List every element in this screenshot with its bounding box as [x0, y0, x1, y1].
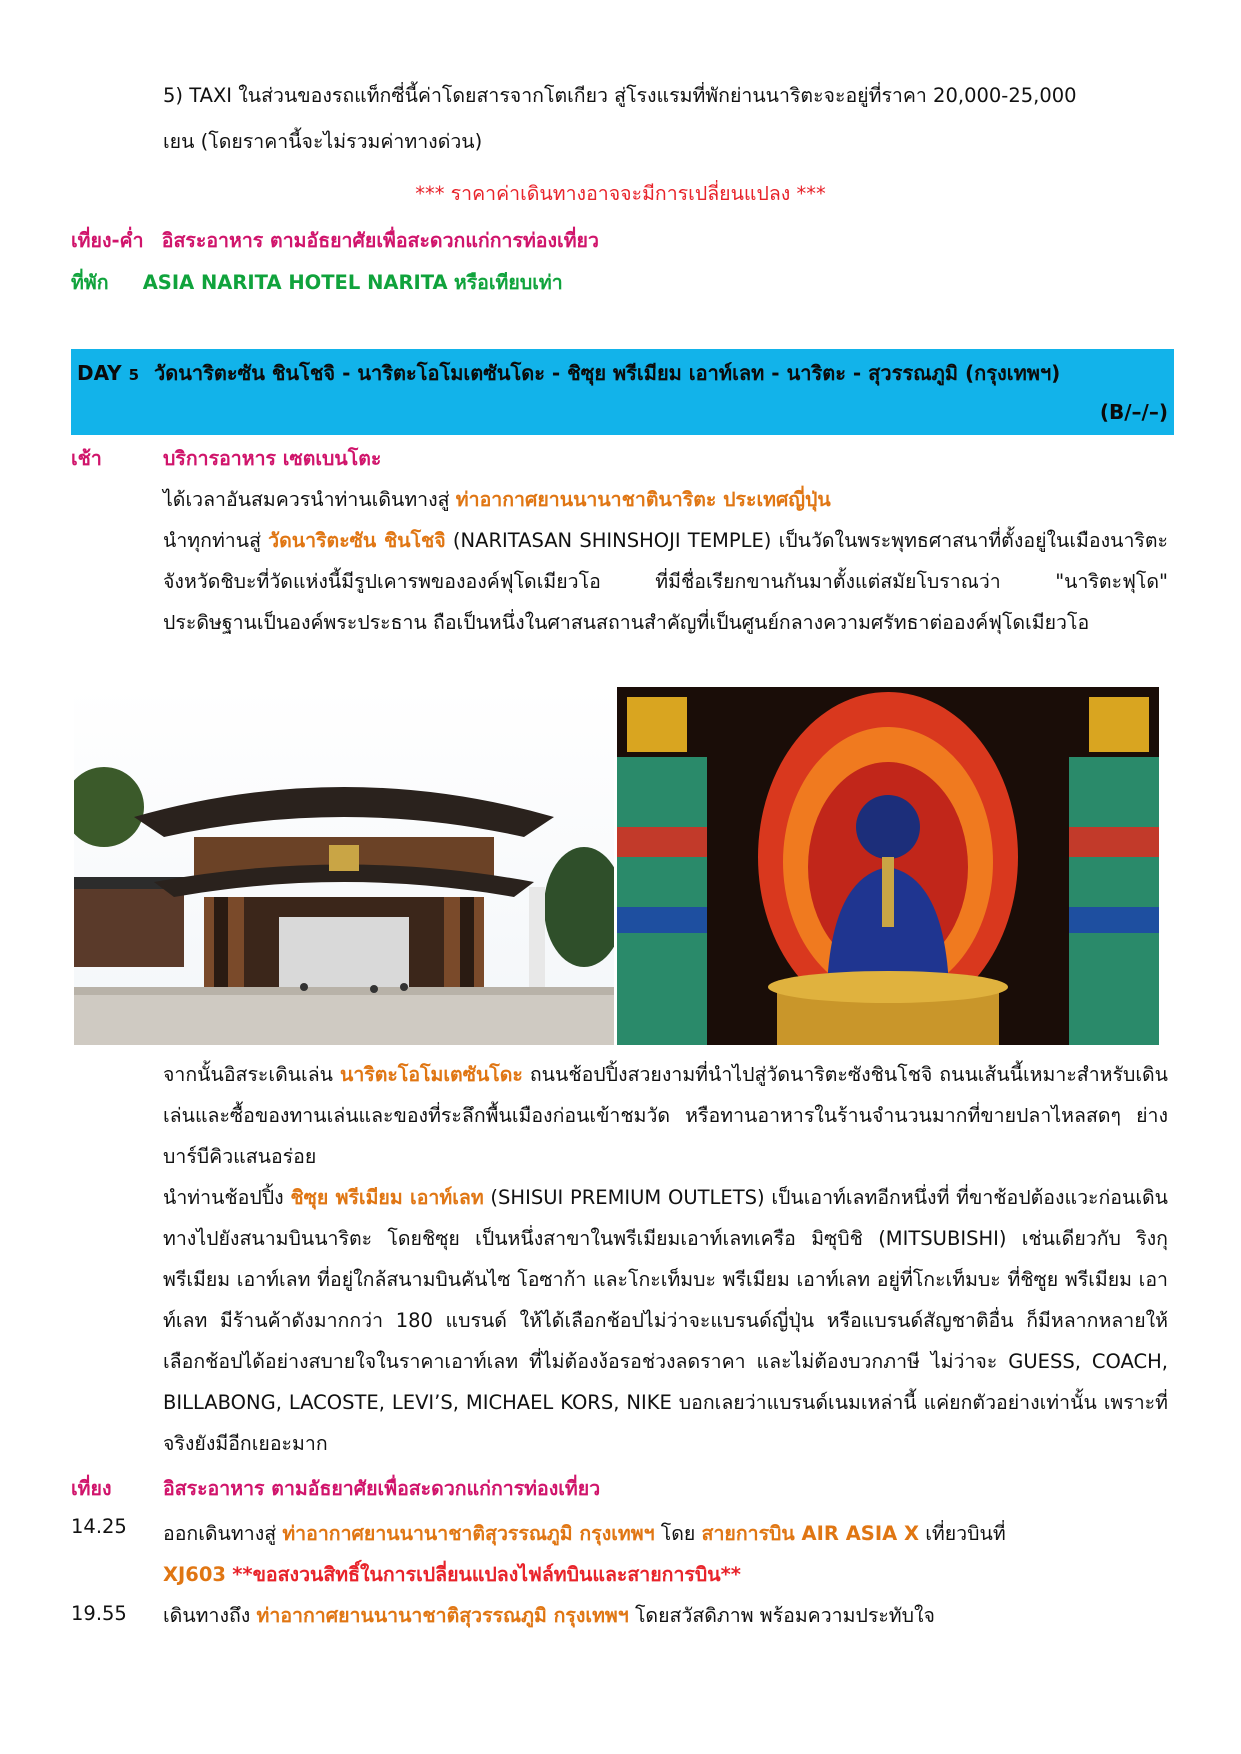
- omotesando-body: ถนนช้อปปิ้งสวยงามที่นำไปสู่วัดนาริตะซังชินโชจิ ถนนเส้นนี้เหมาะสำหรับเดินเล่นและซื้อของทานเล่นและของที่ระลึกพื้นเมืองก่อนเข้าชมวัด หรือทานอาหารในร้านจำนวนมากที่ขายปลาไหลสดๆ ย่างบาร์บีคิวแสนอร่อย: [163, 1063, 1169, 1168]
- arrival-pre: เดินทางถึง: [163, 1604, 251, 1627]
- depart-line: [163, 486, 831, 514]
- hotel-suffix: หรือเทียบเท่า: [453, 271, 563, 294]
- temple-paragraph: [163, 520, 1168, 643]
- temple-body: (NARITASAN SHINSHOJI TEMPLE) เป็นวัดในพระพุทธศาสนาที่ตั้งอยู่ในเมืองนาริตะ จังหวัดชิบะที่วัดแห่งนี้มีรูปเคารพขององค์ฟุโดเมียวโอ ที่มีชื่อเรียกขานกันมาตั้งแต่สมัยโบราณว่า "นาริตะฟุโด" ประดิษฐานเป็นองค์พระประธาน ถือเป็นหนึ่งในศาสนสถานสำคัญที่เป็นศูนย์กลางความศรัทธาต่อองค์ฟุโดเมียวโอ: [163, 529, 1168, 634]
- arrival-line: [163, 1602, 935, 1630]
- lunch-label: เที่ยง: [71, 1477, 112, 1500]
- temple-gate-illustration: [74, 687, 614, 1045]
- depart-pre: ได้เวลาอันสมควรนำท่านเดินทางสู่: [163, 488, 450, 511]
- depart-airport: ท่าอากาศยานนานาชาตินาริตะ ประเทศญี่ปุ่น: [455, 488, 831, 511]
- omotesando-paragraph: [163, 1054, 1168, 1177]
- temple-name: วัดนาริตะซัน ชินโชจิ: [268, 529, 446, 552]
- flight-pre: ออกเดินทางสู่: [163, 1522, 277, 1545]
- flight-change-note: **ขอสงวนสิทธิ์ในการเปลี่ยนแปลงไฟล์ทบินและสายการบิน**: [232, 1563, 741, 1586]
- taxi-line-2: เยน (โดยราคานี้จะไม่รวมค่าทางด่วน): [163, 130, 483, 153]
- fudo-myoo-illustration: [617, 687, 1159, 1045]
- flight-mid: โดย: [660, 1522, 696, 1545]
- lunch-text: อิสระอาหาร ตามอัธยาศัยเพื่อสะดวกแก่การท่องเที่ยว: [163, 1477, 601, 1500]
- price-change-note: *** ราคาค่าเดินทางอาจจะมีการเปลี่ยนแปลง ***: [415, 182, 826, 205]
- arrival-time: 19.55: [71, 1602, 127, 1625]
- outlet-name: ชิซุย พรีเมียม เอาท์เลท: [290, 1186, 484, 1209]
- flight-time: 14.25: [71, 1515, 127, 1538]
- hotel-name: ASIA NARITA HOTEL NARITA: [142, 271, 448, 294]
- temple-gate-photo: [74, 687, 614, 1045]
- outlet-body: (SHISUI PREMIUM OUTLETS) เป็นเอาท์เลทอีกหนึ่งที่ ที่ขาช้อปต้องแวะก่อนเดินทางไปยังสนามบินนาริตะ โดยชิซุย เป็นหนึ่งสาขาในพรีเมียมเอาท์เลทเครือ มิซุบิชิ (MITSUBISHI) เช่นเดียวกับ ริงกุ พรีเมียม เอาท์เลท ที่อยู่ใกล้สนามบินคันไซ โอซาก้า และโกะเท็มบะ พรีเมียม เอาท์เลท อยู่ที่โกะเท็มบะ ที่ชิซูย พรีเมียม เอาท์เลท มีร้านค้าดังมากกว่า 180 แบรนด์ ให้ได้เลือกช้อปไม่ว่าจะแบรนด์ญี่ปุ่น หรือแบรนด์สัญชาติอื่น ก็มีหลากหลายให้เลือกช้อปได้อย่างสบายใจในราคาเอาท์เลท ที่ไม่ต้องง้อรอช่วงลดราคา และไม่ต้องบวกภาษี ไม่ว่าจะ GUESS, COACH, BILLABONG, LACOSTE, LEVI’S, MICHAEL KORS, NIKE บอกเลยว่าแบรนด์เนมเหล่านี้ แค่ยกตัวอย่างเท่านั้น เพราะที่จริงยังมีอีกเยอะมาก: [163, 1186, 1169, 1455]
- hotel-label: ที่พัก: [71, 271, 109, 294]
- omotesando-name: นาริตะโอโมเตซันโดะ: [339, 1063, 523, 1086]
- flight-post: เที่ยวบินที่: [925, 1522, 1006, 1545]
- arrival-airport: ท่าอากาศยานนานาชาติสุวรรณภูมิ กรุงเทพฯ: [256, 1604, 629, 1627]
- omotesando-pre: จากนั้นอิสระเดินเล่น: [163, 1063, 334, 1086]
- taxi-line-1: 5) TAXI ในส่วนของรถแท็กซี่นี้ค่าโดยสารจากโตเกียว สู่โรงแรมที่พักย่านนาริตะจะอยู่ที่ราคา 20,000-25,000: [163, 84, 1077, 107]
- hotel-row: [71, 269, 563, 297]
- outlet-paragraph: [163, 1177, 1168, 1464]
- flight-paragraph: [163, 1513, 1168, 1595]
- meal-label: เที่ยง-ค่ำ: [71, 229, 144, 252]
- day-prefix: DAY: [77, 361, 122, 385]
- day-title: วัดนาริตะซัน ชินโชจิ - นาริตะโอโมเตซันโดะ - ชิซุย พรีเมียม เอาท์เลท - นาริตะ - สุวรรณภูมิ (กรุงเทพฯ): [154, 361, 1061, 385]
- day-number: 5: [128, 366, 140, 384]
- breakfast-text: บริการอาหาร เซตเบนโตะ: [163, 447, 382, 470]
- meal-row-lunch-dinner: [71, 227, 599, 255]
- flight-airport: ท่าอากาศยานนานาชาติสุวรรณภูมิ กรุงเทพฯ: [282, 1522, 655, 1545]
- outlet-pre: นำท่านช้อปปิ้ง: [163, 1186, 284, 1209]
- day-title-row: [77, 357, 1060, 389]
- flight-airline: สายการบิน AIR ASIA X: [701, 1522, 920, 1545]
- meal-text: อิสระอาหาร ตามอัธยาศัยเพื่อสะดวกแก่การท่องเที่ยว: [161, 229, 599, 252]
- day-header-bar: [71, 349, 1174, 435]
- flight-number: XJ603: [163, 1563, 226, 1586]
- day-meals: (B/–/–): [1099, 400, 1168, 424]
- temple-pre: นำทุกท่านสู่: [163, 529, 261, 552]
- fudo-myoo-photo: [617, 687, 1159, 1045]
- breakfast-label: เช้า: [71, 447, 102, 470]
- arrival-post: โดยสวัสดิภาพ พร้อมความประทับใจ: [634, 1604, 935, 1627]
